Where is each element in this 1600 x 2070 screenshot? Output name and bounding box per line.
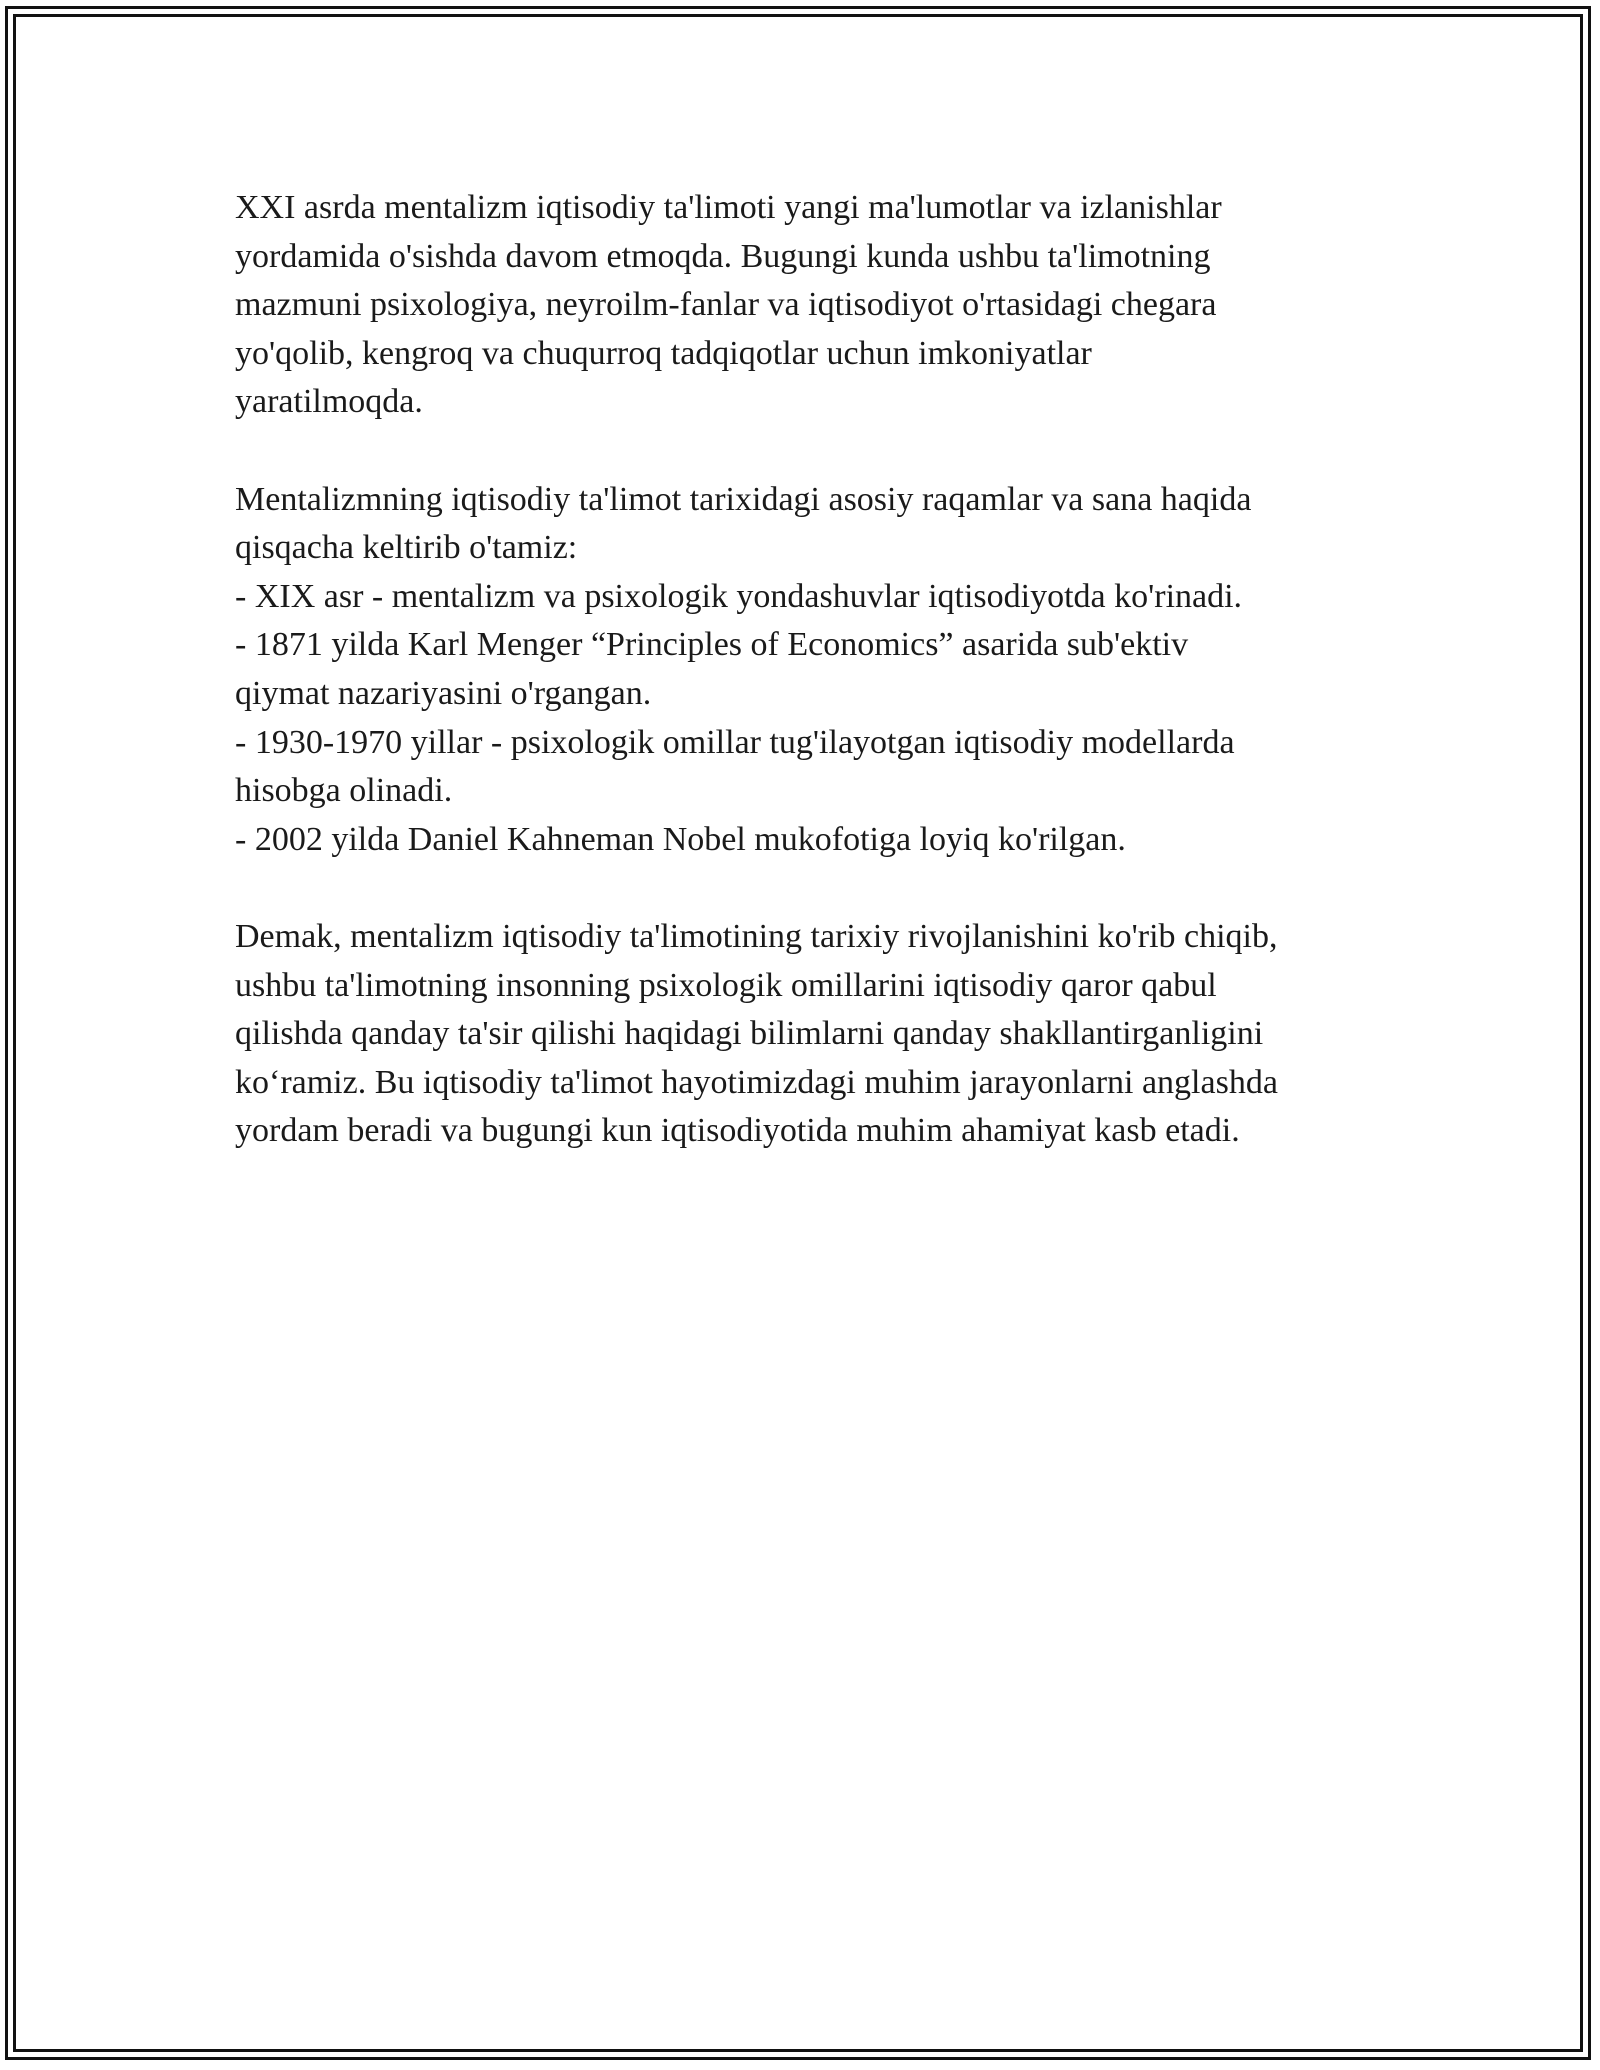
list-item: - 2002 yilda Daniel Kahneman Nobel mukofotiga loyiq ko'rilgan. — [235, 820, 1126, 858]
text-line: XXI asrda mentalizm iqtisodiy ta'limoti yangi ma'lumotlar va izlanishlar — [235, 189, 1222, 226]
text-line: Demak, mentalizm iqtisodiy ta'limotining tarixiy rivojlanishini ko'rib chiqib, — [235, 917, 1278, 955]
list-item: - 1871 yilda Karl Menger “Principles of Economics” asarida sub'ektiv — [235, 626, 1189, 664]
document-body — [235, 184, 1375, 1204]
text-line: ushbu ta'limotning insonning psixologik omillarini iqtisodiy qaror qabul — [235, 966, 1217, 1004]
list-item: - 1930-1970 yillar - psixologik omillar tug'ilayotgan iqtisodiy modellarda — [235, 723, 1235, 761]
paragraph-conclusion — [235, 913, 1375, 1156]
paragraph-timeline — [235, 476, 1375, 865]
paragraph-intro — [235, 184, 1375, 427]
text-line: ko‘ramiz. Bu iqtisodiy ta'limot hayotimizdagi muhim jarayonlarni anglashda — [235, 1063, 1278, 1101]
list-item-continuation: hisobga olinadi. — [235, 772, 453, 810]
text-line: mazmuni psixologiya, neyroilm-fanlar va iqtisodiyot o'rtasidagi chegara — [235, 286, 1217, 324]
list-item-continuation: qiymat nazariyasini o'rgangan. — [235, 674, 652, 712]
text-line: yaratilmoqda. — [235, 383, 423, 421]
text-line: qisqacha keltirib o'tamiz: — [235, 529, 578, 567]
list-item: - XIX asr - mentalizm va psixologik yondashuvlar iqtisodiyotda ko'rinadi. — [235, 577, 1243, 615]
text-line: yordamida o'sishda davom etmoqda. Bugungi kunda ushbu ta'limotning — [235, 237, 1211, 275]
text-line: Mentalizmning iqtisodiy ta'limot tarixidagi asosiy raqamlar va sana haqida — [235, 480, 1252, 518]
text-line: qilishda qanday ta'sir qilishi haqidagi bilimlarni qanday shakllantirganligini — [235, 1015, 1264, 1053]
text-line: yordam beradi va bugungi kun iqtisodiyotida muhim ahamiyat kasb etadi. — [235, 1112, 1240, 1150]
text-line: yo'qolib, kengroq va chuqurroq tadqiqotlar uchun imkoniyatlar — [235, 334, 1092, 372]
